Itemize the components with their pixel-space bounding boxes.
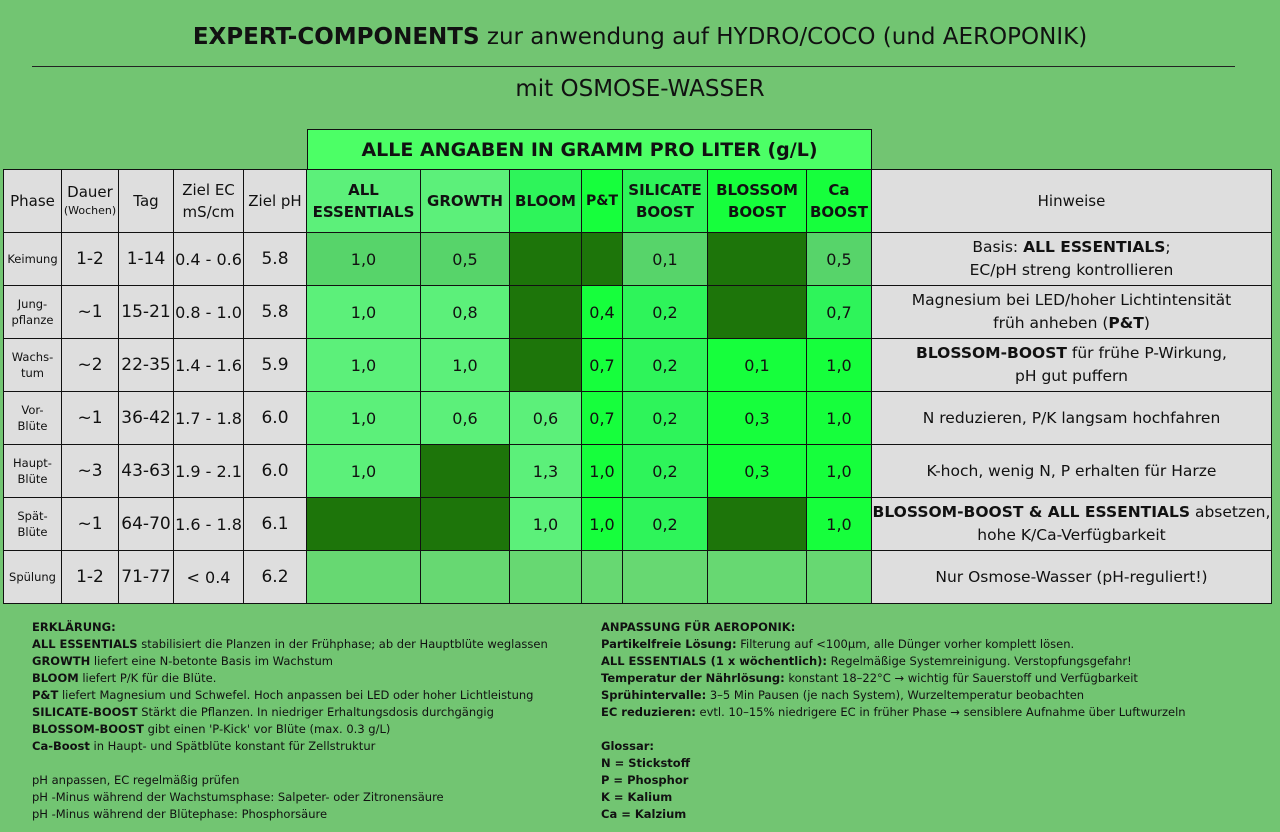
note-cell: Magnesium bei LED/hoher Lichtintensität früh anheben (P&T) [872,286,1272,339]
tag-cell: 43-63 [119,445,174,498]
ph-cell: 6.0 [244,445,307,498]
dose-pt: 1,0 [582,498,623,551]
dose-silicate-boost: 0,2 [623,498,708,551]
title-divider [32,66,1235,67]
dose-growth: 1,0 [421,339,510,392]
col-phase: Phase [4,170,62,233]
ph-cell: 5.9 [244,339,307,392]
glossar-item: Ca = Kalzium [601,807,687,821]
dose-pt [582,551,623,604]
legend-erklaerung [32,619,592,823]
table-row [4,551,1272,604]
dose-all-essentials [307,498,421,551]
dosage-table [3,169,1272,604]
table-row [4,498,1272,551]
legend-heading: ERKLÄRUNG: [32,620,116,634]
table-row [4,286,1272,339]
phase-cell: Keimung [4,233,62,286]
title-text: zur anwendung auf HYDRO/COCO (und AEROPONIK) [479,24,1088,50]
table-row [4,233,1272,286]
legend-item: GROWTH liefert eine N-betonte Basis im Wachstum [32,654,333,668]
ph-cell: 6.2 [244,551,307,604]
tag-cell: 1-14 [119,233,174,286]
table-row [4,392,1272,445]
dose-ca-boost: 1,0 [807,445,872,498]
aeroponik-item: ALL ESSENTIALS (1 x wöchentlich): Regelmäßige Systemreinigung. Verstopfungsgefahr! [601,654,1132,668]
dose-bloom: 0,6 [510,392,582,445]
phase-cell: Wachs- tum [4,339,62,392]
legend-item: ALL ESSENTIALS stabilisiert die Planzen in der Frühphase; ab der Hauptblüte weglassen [32,637,548,651]
col-dauer: Dauer (Wochen) [62,170,119,233]
ph-cell: 6.0 [244,392,307,445]
dauer-cell: ~3 [62,445,119,498]
dose-pt: 0,7 [582,392,623,445]
dose-growth [421,498,510,551]
phase-cell: Vor- Blüte [4,392,62,445]
dose-blossom-boost: 0,3 [708,392,807,445]
aeroponik-item: EC reduzieren: evtl. 10–15% niedrigere EC in früher Phase → sensiblere Aufnahme über Luftwurzeln [601,705,1186,719]
units-banner: ALLE ANGABEN IN GRAMM PRO LITER (g/L) [307,129,872,169]
dose-bloom: 1,0 [510,498,582,551]
ec-cell: < 0.4 [174,551,244,604]
note-cell: K-hoch, wenig N, P erhalten für Harze [872,445,1272,498]
ph-cell: 5.8 [244,233,307,286]
dose-ca-boost: 1,0 [807,392,872,445]
ec-cell: 1.6 - 1.8 [174,498,244,551]
dose-pt: 0,4 [582,286,623,339]
col-tag: Tag [119,170,174,233]
col-blossom-boost: BLOSSOM BOOST [708,170,807,233]
dose-silicate-boost: 0,1 [623,233,708,286]
table-row [4,445,1272,498]
dose-silicate-boost: 0,2 [623,339,708,392]
legend-item: BLOOM liefert P/K für die Blüte. [32,671,217,685]
dose-silicate-boost: 0,2 [623,286,708,339]
dose-bloom [510,551,582,604]
dose-all-essentials: 1,0 [307,286,421,339]
dose-ca-boost [807,551,872,604]
dose-ca-boost: 1,0 [807,339,872,392]
col-ziel-ph: Ziel pH [244,170,307,233]
dose-blossom-boost: 0,3 [708,445,807,498]
glossar-item: P = Phosphor [601,773,689,787]
phase-cell: Haupt- Blüte [4,445,62,498]
dose-pt [582,233,623,286]
legend-aeroponik [601,619,1261,823]
glossar-item: N = Stickstoff [601,756,691,770]
dauer-cell: ~2 [62,339,119,392]
table-row [4,339,1272,392]
legend-item: BLOSSOM-BOOST gibt einen 'P-Kick' vor Blüte (max. 0.3 g/L) [32,722,391,736]
dose-growth: 0,5 [421,233,510,286]
dose-blossom-boost: 0,1 [708,339,807,392]
dose-all-essentials: 1,0 [307,392,421,445]
dose-bloom: 1,3 [510,445,582,498]
dose-pt: 0,7 [582,339,623,392]
ec-cell: 0.8 - 1.0 [174,286,244,339]
col-bloom: BLOOM [510,170,582,233]
legend-note: pH -Minus während der Blütephase: Phosphorsäure [32,807,328,821]
dose-ca-boost: 0,5 [807,233,872,286]
page-title [0,24,1280,50]
legend-note: pH -Minus während der Wachstumsphase: Salpeter- oder Zitronensäure [32,790,444,804]
dose-all-essentials [307,551,421,604]
col-ca-boost: Ca BOOST [807,170,872,233]
tag-cell: 15-21 [119,286,174,339]
dose-silicate-boost: 0,2 [623,392,708,445]
col-pt: P&T [582,170,623,233]
dose-bloom [510,339,582,392]
dose-blossom-boost [708,498,807,551]
dose-blossom-boost [708,233,807,286]
ec-cell: 0.4 - 0.6 [174,233,244,286]
col-all-essentials: ALL ESSENTIALS [307,170,421,233]
dose-blossom-boost [708,286,807,339]
dose-bloom [510,233,582,286]
tag-cell: 22-35 [119,339,174,392]
phase-cell: Jung- pflanze [4,286,62,339]
dose-growth [421,551,510,604]
ph-cell: 5.8 [244,286,307,339]
title-brand: EXPERT-COMPONENTS [192,24,480,50]
phase-cell: Spät- Blüte [4,498,62,551]
col-ziel-ec: Ziel EC mS/cm [174,170,244,233]
ec-cell: 1.9 - 2.1 [174,445,244,498]
dose-growth: 0,6 [421,392,510,445]
col-hinweise: Hinweise [872,170,1272,233]
note-cell: N reduzieren, P/K langsam hochfahren [872,392,1272,445]
aeroponik-item: Partikelfreie Lösung: Filterung auf <100µm, alle Dünger vorher komplett lösen. [601,637,1075,651]
legend-item: SILICATE-BOOST Stärkt die Pflanzen. In niedriger Erhaltungsdosis durchgängig [32,705,494,719]
dauer-cell: 1-2 [62,551,119,604]
tag-cell: 71-77 [119,551,174,604]
glossar-item: K = Kalium [601,790,673,804]
glossar-heading: Glossar: [601,739,655,753]
ec-cell: 1.7 - 1.8 [174,392,244,445]
dose-silicate-boost [623,551,708,604]
dauer-cell: 1-2 [62,233,119,286]
dauer-cell: ~1 [62,286,119,339]
dose-all-essentials: 1,0 [307,233,421,286]
ec-cell: 1.4 - 1.6 [174,339,244,392]
aeroponik-item: Temperatur der Nährlösung: konstant 18–22°C → wichtig für Sauerstoff und Verfügbarkeit [601,671,1138,685]
table-header-row [4,170,1272,233]
note-cell: Basis: ALL ESSENTIALS; EC/pH streng kontrollieren [872,233,1272,286]
tag-cell: 64-70 [119,498,174,551]
page-subtitle: mit OSMOSE-WASSER [515,76,765,102]
dose-growth: 0,8 [421,286,510,339]
dose-growth [421,445,510,498]
legend-item: P&T liefert Magnesium und Schwefel. Hoch anpassen bei LED oder hoher Lichtleistung [32,688,534,702]
dauer-cell: ~1 [62,392,119,445]
tag-cell: 36-42 [119,392,174,445]
dose-ca-boost: 1,0 [807,498,872,551]
dose-ca-boost: 0,7 [807,286,872,339]
aeroponik-heading: ANPASSUNG FÜR AEROPONIK: [601,620,796,634]
col-growth: GROWTH [421,170,510,233]
dose-pt: 1,0 [582,445,623,498]
dose-bloom [510,286,582,339]
note-cell: BLOSSOM-BOOST für frühe P-Wirkung, pH gut puffern [872,339,1272,392]
dose-blossom-boost [708,551,807,604]
phase-cell: Spülung [4,551,62,604]
aeroponik-item: Sprühintervalle: 3–5 Min Pausen (je nach System), Wurzeltemperatur beobachten [601,688,1085,702]
note-cell: Nur Osmose-Wasser (pH-reguliert!) [872,551,1272,604]
legend-note: pH anpassen, EC regelmäßig prüfen [32,773,240,787]
ph-cell: 6.1 [244,498,307,551]
note-cell: BLOSSOM-BOOST & ALL ESSENTIALS absetzen, hohe K/Ca-Verfügbarkeit [872,498,1272,551]
dose-all-essentials: 1,0 [307,445,421,498]
dauer-cell: ~1 [62,498,119,551]
legend-item: Ca-Boost in Haupt- und Spätblüte konstant für Zellstruktur [32,739,376,753]
col-silicate-boost: SILICATE BOOST [623,170,708,233]
dose-silicate-boost: 0,2 [623,445,708,498]
dose-all-essentials: 1,0 [307,339,421,392]
